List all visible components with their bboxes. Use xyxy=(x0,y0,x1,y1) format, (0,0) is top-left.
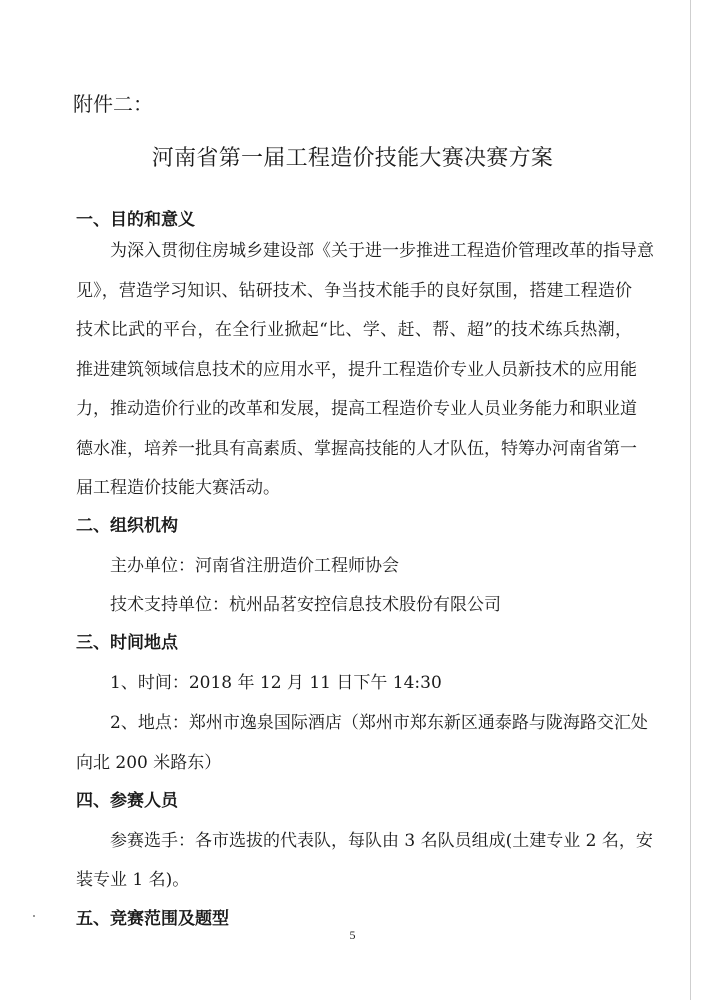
paragraph-line: 见》，营造学习知识、钻研技术、争当技术能手的良好氛围，搭建工程造价 xyxy=(76,281,632,301)
participants-line: 装专业 1 名)。 xyxy=(76,870,190,890)
event-location-line: 2、地点：郑州市逸泉国际酒店（郑州市郑东新区通泰路与陇海路交汇处 xyxy=(110,713,648,733)
paragraph-line: 德水准，培养一批具有高素质、掌握高技能的人才队伍，特筹办河南省第一 xyxy=(76,439,637,459)
attachment-label: 附件二： xyxy=(73,92,153,116)
section-heading-purpose: 一、目的和意义 xyxy=(76,210,195,230)
paragraph-line: 推进建筑领域信息技术的应用水平，提升工程造价专业人员新技术的应用能 xyxy=(76,360,637,380)
section-heading-scope: 五、竞赛范围及题型 xyxy=(76,909,229,929)
section-heading-participants: 四、参赛人员 xyxy=(76,791,178,811)
page-number: 5 xyxy=(349,928,356,942)
participants-line: 参赛选手：各市选拔的代表队，每队由 3 名队员组成(土建专业 2 名，安 xyxy=(110,831,653,851)
event-time: 1、时间：2018 年 12 月 11 日下午 14:30 xyxy=(110,673,442,693)
section-heading-organization: 二、组织机构 xyxy=(76,516,178,536)
scan-speck xyxy=(33,915,35,917)
paragraph-line: 届工程造价技能大赛活动。 xyxy=(76,478,280,498)
paragraph-line: 力，推动造价行业的改革和发展，提高工程造价专业人员业务能力和职业道 xyxy=(76,399,637,419)
host-organization: 主办单位：河南省注册造价工程师协会 xyxy=(110,556,399,576)
section-heading-time-location: 三、时间地点 xyxy=(76,633,178,653)
paragraph-line: 为深入贯彻住房城乡建设部《关于进一步推进工程造价管理改革的指导意 xyxy=(110,241,654,261)
document-title: 河南省第一届工程造价技能大赛决赛方案 xyxy=(151,146,554,171)
technical-support-organization: 技术支持单位：杭州品茗安控信息技术股份有限公司 xyxy=(110,595,501,615)
paragraph-line: 技术比武的平台，在全行业掀起“比、学、赶、帮、超”的技术练兵热潮， xyxy=(76,320,632,340)
event-location-line: 向北 200 米路东） xyxy=(76,753,222,773)
